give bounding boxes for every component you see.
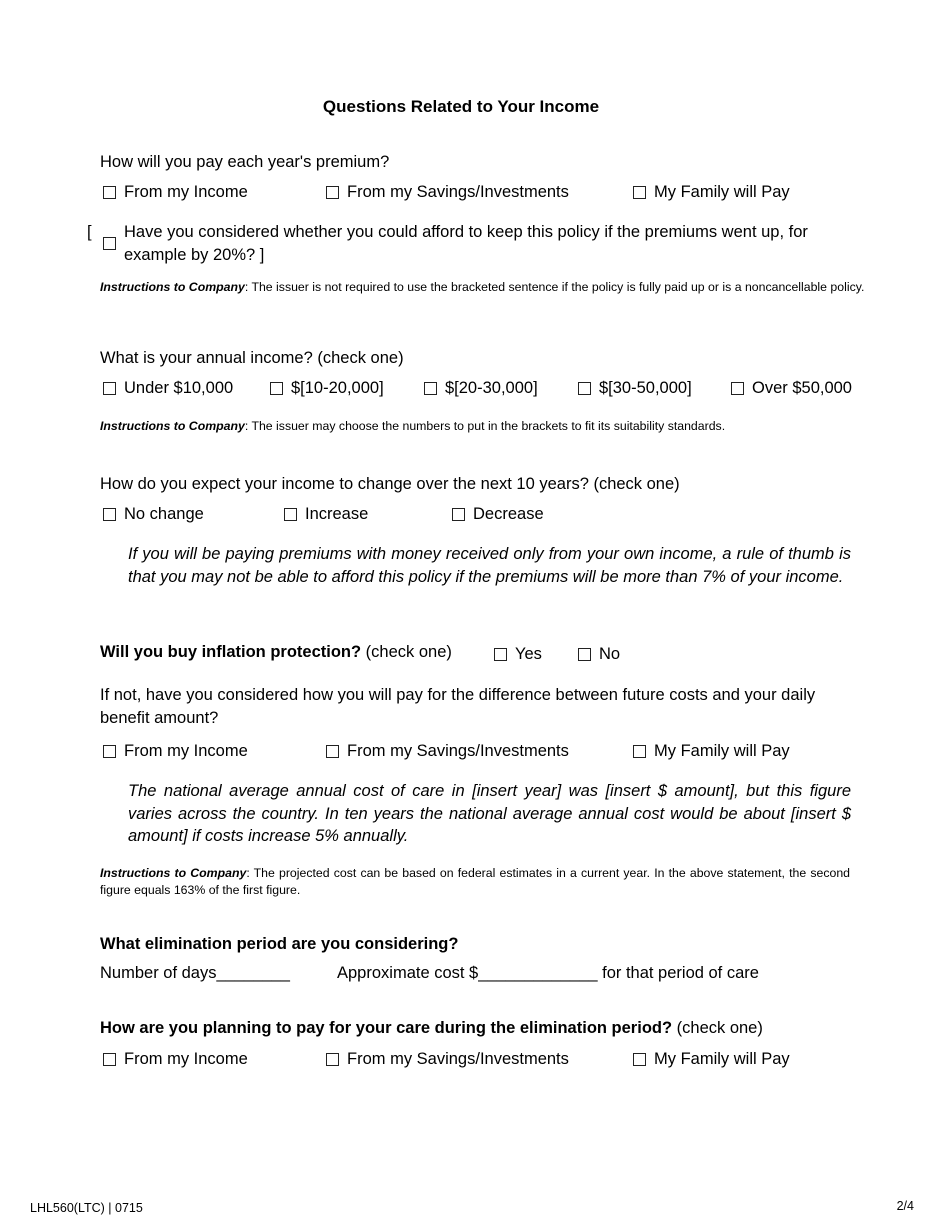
instructions-label: Instructions to Company <box>100 280 245 294</box>
checkbox[interactable] <box>731 382 744 395</box>
page-title: Questions Related to Your Income <box>322 97 600 116</box>
national-average-note: The national average annual cost of care in [insert year] was [insert $ amount], but this figure varies across the country. In ten years the national average annual cost would be about [insert $ amount] if costs increase 5% annually. <box>128 782 851 845</box>
elimination-pay-option-savings[interactable]: From my Savings/Investments <box>326 1050 569 1069</box>
checkbox[interactable] <box>284 508 297 521</box>
income-option-30-50k[interactable]: $[30-50,000] <box>578 379 692 398</box>
instructions-label: Instructions to Company <box>100 866 247 880</box>
premium-option-savings[interactable]: From my Savings/Investments <box>326 183 569 202</box>
elimination-question: What elimination period are you considering? <box>100 935 459 953</box>
difference-question: If not, have you considered how you will pay for the difference between future costs and your daily benefit amount? <box>100 686 816 727</box>
checkbox[interactable] <box>270 382 283 395</box>
income-option-under-10k[interactable]: Under $10,000 <box>103 379 233 398</box>
afford-question: Have you considered whether you could afford to keep this policy if the premiums went up, for example by 20%? ] <box>124 223 808 264</box>
premium-option-income[interactable]: From my Income <box>103 183 248 202</box>
elimination-pay-option-family[interactable]: My Family will Pay <box>633 1050 790 1069</box>
page-number: 2/4 <box>896 1199 914 1213</box>
income-option-over-50k[interactable]: Over $50,000 <box>731 379 852 398</box>
open-bracket: [ <box>87 223 92 241</box>
checkbox[interactable] <box>578 648 591 661</box>
elimination-pay-option-income[interactable]: From my Income <box>103 1050 248 1069</box>
checkbox[interactable] <box>494 648 507 661</box>
checkbox[interactable] <box>633 745 646 758</box>
elimination-pay-question: How are you planning to pay for your care during the elimination period? (check one) <box>100 1019 763 1037</box>
checkbox[interactable] <box>633 186 646 199</box>
instructions-1: Instructions to Company: The issuer is not required to use the bracketed sentence if the policy is fully paid up or is a noncancellable policy. <box>100 280 865 294</box>
income-option-20-30k[interactable]: $[20-30,000] <box>424 379 538 398</box>
number-of-days-field[interactable]: Number of days________ <box>100 964 290 982</box>
checkbox[interactable] <box>103 1053 116 1066</box>
checkbox[interactable] <box>633 1053 646 1066</box>
checkbox[interactable] <box>103 508 116 521</box>
checkbox[interactable] <box>103 382 116 395</box>
change-option-decrease[interactable]: Decrease <box>452 505 544 524</box>
premium-question: How will you pay each year's premium? <box>100 153 390 171</box>
change-option-increase[interactable]: Increase <box>284 505 368 524</box>
checkbox[interactable] <box>326 745 339 758</box>
checkbox[interactable] <box>424 382 437 395</box>
instructions-3: Instructions to Company: The projected cost can be based on federal estimates in a current year. In the above statement, the second figure equals 163% of the first figure. <box>100 866 850 897</box>
checkbox[interactable] <box>578 382 591 395</box>
approximate-cost-field[interactable]: Approximate cost $_____________ for that period of care <box>337 964 759 982</box>
checkbox[interactable] <box>326 186 339 199</box>
checkbox[interactable] <box>452 508 465 521</box>
checkbox[interactable] <box>103 186 116 199</box>
inflation-option-yes[interactable]: Yes <box>494 645 542 664</box>
rule-of-thumb-note: If you will be paying premiums with money received only from your own income, a rule of thumb is that you may not be able to afford this policy if the premiums will be more than 7% of your income. <box>128 545 851 586</box>
inflation-question: Will you buy inflation protection? (check one) <box>100 643 452 661</box>
inflation-option-no[interactable]: No <box>578 645 620 664</box>
income-question: What is your annual income? (check one) <box>100 349 404 367</box>
difference-option-family[interactable]: My Family will Pay <box>633 742 790 761</box>
premium-option-family[interactable]: My Family will Pay <box>633 183 790 202</box>
checkbox[interactable] <box>326 1053 339 1066</box>
instructions-2: Instructions to Company: The issuer may choose the numbers to put in the brackets to fit its suitability standards. <box>100 419 726 433</box>
form-id: LHL560(LTC) | 0715 <box>30 1201 143 1215</box>
change-option-no-change[interactable]: No change <box>103 505 204 524</box>
afford-checkbox[interactable] <box>103 237 116 250</box>
difference-option-income[interactable]: From my Income <box>103 742 248 761</box>
income-option-10-20k[interactable]: $[10-20,000] <box>270 379 384 398</box>
income-change-question: How do you expect your income to change over the next 10 years? (check one) <box>100 475 680 493</box>
instructions-label: Instructions to Company <box>100 419 245 433</box>
checkbox[interactable] <box>103 745 116 758</box>
difference-option-savings[interactable]: From my Savings/Investments <box>326 742 569 761</box>
